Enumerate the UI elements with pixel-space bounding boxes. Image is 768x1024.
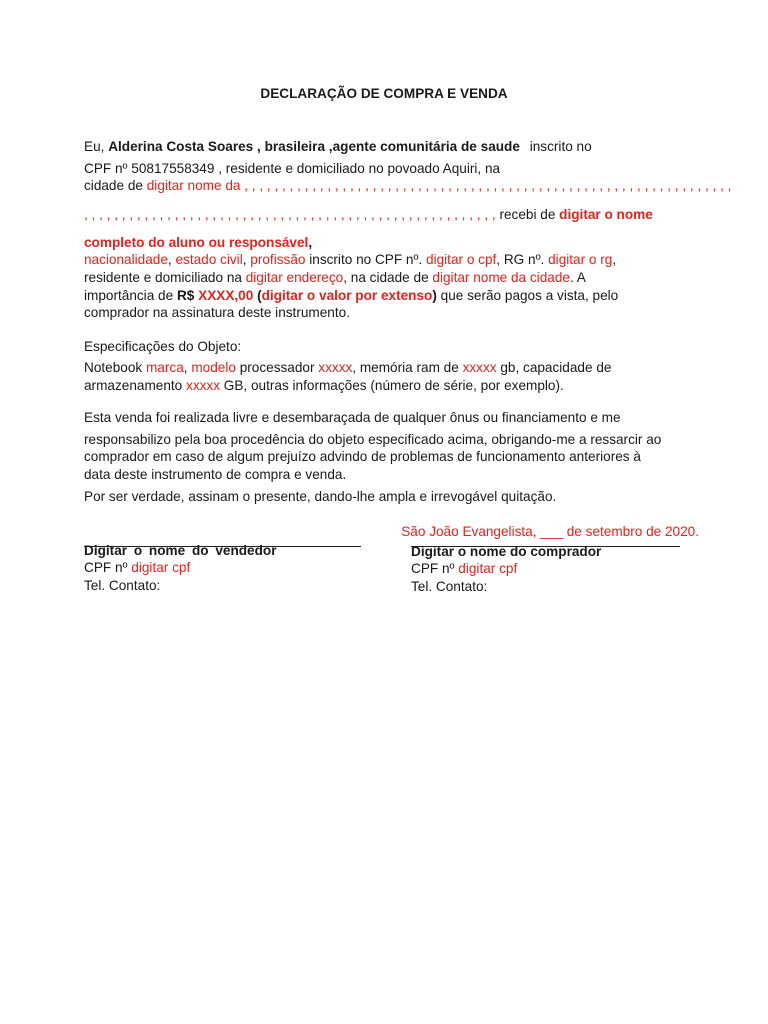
profissao-placeholder: profissão bbox=[250, 252, 306, 267]
valor-extenso-placeholder: digitar o valor por extenso bbox=[261, 288, 433, 303]
document-title: DECLARAÇÃO DE COMPRA E VENDA bbox=[260, 86, 508, 101]
paren-close: ) bbox=[432, 288, 437, 303]
notebook-text: Notebook bbox=[84, 360, 143, 375]
seller-cpf-line bbox=[84, 559, 190, 577]
recebi-de-text: recebi de bbox=[499, 207, 556, 222]
p3-line-5: Por ser verdade, assinam o presente, dando-lhe ampla e irrevogável quitação. bbox=[84, 489, 557, 504]
seller-cpf-placeholder: digitar cpf bbox=[131, 560, 191, 575]
spec-line-2 bbox=[84, 377, 564, 395]
city-placeholder: digitar nome da , , , , , , , , , , , , , , , , , , , , , , , , , , , , , , , , , , , , , , , , , , , , , , , , , , , , , , , , , , , , , , , , , bbox=[146, 178, 732, 193]
outras-text: GB, outras informações (número de série, por exemplo). bbox=[223, 378, 564, 393]
memoria-text: , memória ram de bbox=[352, 360, 459, 375]
pagos-text: que serão pagos a vista, pelo bbox=[440, 288, 619, 303]
eu-text: Eu, bbox=[84, 139, 105, 154]
buyer-cpf-line bbox=[411, 560, 517, 578]
buyer-cpf-placeholder: digitar cpf bbox=[458, 561, 518, 576]
paren-open: ( bbox=[257, 288, 262, 303]
date-line: São João Evangelista, ___ de setembro de 2020. bbox=[401, 524, 699, 539]
cidade-placeholder: digitar nome da cidade bbox=[432, 270, 570, 285]
endereco-placeholder: digitar endereço bbox=[245, 270, 344, 285]
p3-line-3: comprador em caso de algum prejuízo advindo de problemas de funcionamento anteriores à bbox=[84, 449, 641, 464]
p3-line-2: responsabilizo pela boa procedência do objeto especificado acima, obrigando-me a ressarcir ao bbox=[84, 432, 662, 447]
buyer-name-placeholder: Digitar o nome do comprador bbox=[411, 544, 602, 559]
inscrito-text: inscrito no bbox=[529, 139, 592, 154]
p1-line-9: comprador na assinatura deste instrumento. bbox=[84, 305, 350, 320]
estado-civil-placeholder: estado civil bbox=[175, 252, 243, 267]
na-cidade-text: , na cidade de bbox=[343, 270, 429, 285]
processador-placeholder: xxxxx bbox=[318, 360, 353, 375]
memoria-placeholder: xxxxx bbox=[462, 360, 497, 375]
rg-text: RG nº. bbox=[503, 252, 545, 267]
p1-line-1 bbox=[84, 138, 592, 156]
seller-tel: Tel. Contato: bbox=[84, 578, 161, 593]
buyer-name-placeholder-1: digitar o nome bbox=[559, 207, 653, 222]
armazenamento-text: armazenamento bbox=[84, 378, 183, 393]
seller-cpf-label: CPF nº bbox=[84, 560, 128, 575]
processador-text: processador bbox=[239, 360, 315, 375]
p1-line-7 bbox=[84, 269, 586, 287]
p1-line-5 bbox=[84, 234, 312, 252]
p3-line-1: Esta venda foi realizada livre e desembaraçada de qualquer ônus ou financiamento e me bbox=[84, 410, 621, 425]
gb-text: gb, capacidade de bbox=[500, 360, 612, 375]
comma-text: , bbox=[308, 235, 313, 250]
valor-placeholder: XXXX,00 bbox=[198, 288, 254, 303]
buyer-name-placeholder-2: completo do aluno ou responsável bbox=[84, 235, 309, 250]
p3-line-4: data deste instrumento de compra e venda. bbox=[84, 467, 347, 482]
marca-placeholder: marca bbox=[145, 360, 184, 375]
spec-line-1: Notebook marca, modelo processador xxxxx, memória ram de xxxxx gb, capacidade de bbox=[84, 360, 612, 375]
p1-line-2: CPF nº 50817558349 , residente e domiciliado no povoado Aquiri, na bbox=[84, 161, 501, 176]
p1-line-6: nacionalidade, estado civil, profissão inscrito no CPF nº. digitar o cpf, RG nº. digitar o rg, bbox=[84, 252, 617, 267]
cidade-de-text: cidade de bbox=[84, 178, 143, 193]
vendor-description: Alderina Costa Soares , brasileira ,agente comunitária de saude bbox=[108, 139, 520, 154]
rg-placeholder: digitar o rg bbox=[548, 252, 613, 267]
currency-symbol: R$ bbox=[176, 288, 195, 303]
a-text: . A bbox=[569, 270, 586, 285]
p1-line-4 bbox=[84, 206, 653, 224]
importancia-text: importância de bbox=[84, 288, 174, 303]
armazenamento-placeholder: xxxxx bbox=[186, 378, 220, 393]
seller-name-placeholder: Digitar o nome do vendedor bbox=[84, 543, 277, 558]
spec-heading: Especificações do Objeto: bbox=[84, 339, 242, 354]
p1-line-8 bbox=[84, 287, 618, 305]
inscrito-cpf-text: inscrito no CPF nº. bbox=[309, 252, 423, 267]
p1-line-3 bbox=[84, 177, 731, 195]
nacionalidade-placeholder: nacionalidade bbox=[84, 252, 168, 267]
modelo-placeholder: modelo bbox=[191, 360, 236, 375]
buyer-tel: Tel. Contato: bbox=[411, 579, 488, 594]
buyer-cpf-label: CPF nº bbox=[411, 561, 455, 576]
comma-placeholder: , , , , , , , , , , , , , , , , , , , , , , , , , , , , , , , , , , , , , , , , , , , , , , , , , , , , , , , bbox=[84, 207, 496, 222]
cpf-placeholder: digitar o cpf bbox=[426, 252, 497, 267]
residente-text: residente e domiciliado na bbox=[84, 270, 242, 285]
